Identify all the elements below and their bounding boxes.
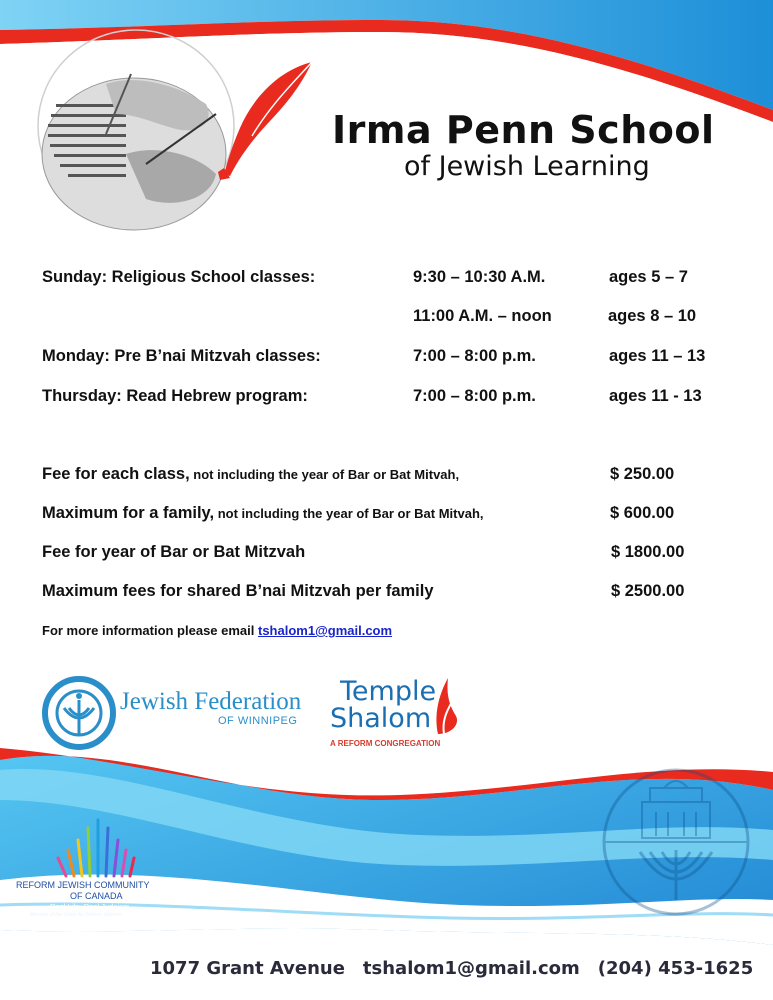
temple-tagline: A REFORM CONGREGATION (330, 739, 441, 748)
candle-rays-icon (56, 818, 136, 878)
flame-icon (432, 676, 462, 736)
federation-name: Jewish Federation (120, 688, 302, 715)
fee-row (42, 465, 459, 484)
reform-tagline: Real Life. Real Judaism. (50, 902, 132, 911)
schedule-ages: ages 8 – 10 (608, 307, 697, 325)
synagogue-menorah-seal-icon (600, 766, 752, 918)
contact-info-text: For more information please email (42, 623, 258, 638)
footer-contact (150, 958, 771, 979)
email-link[interactable]: tshalom1@gmail.com (258, 623, 393, 638)
fee-note: not including the year of Bar or Bat Mitvah, (214, 506, 484, 521)
schedule-time: 7:00 – 8:00 p.m. (413, 387, 536, 405)
fee-row (42, 543, 305, 562)
reform-small-print: Member of the Union for Reform Judaism (30, 912, 122, 918)
schedule-time: 11:00 A.M. – noon (413, 307, 552, 325)
page-title: Irma Penn School (332, 108, 715, 152)
footer-phone: (204) 453-1625 (597, 958, 754, 979)
schedule-time: 7:00 – 8:00 p.m. (413, 347, 536, 365)
fee-amount: $ 250.00 (610, 465, 675, 483)
temple-name-line1: Temple (340, 676, 437, 707)
fee-row (42, 504, 484, 523)
footer-email: tshalom1@gmail.com (362, 958, 580, 979)
contact-info (42, 623, 392, 638)
federation-city: OF WINNIPEG (218, 715, 298, 727)
fee-label: Fee for each class, (42, 465, 190, 483)
fee-label: Maximum for a family, (42, 504, 215, 522)
fee-label: Fee for year of Bar or Bat Mitzvah (42, 543, 306, 561)
menorah-circle-icon (42, 676, 116, 750)
fee-amount: $ 1800.00 (611, 543, 685, 561)
schedule-label: Sunday: Religious School classes: (42, 268, 316, 286)
page-subtitle: of Jewish Learning (404, 151, 650, 182)
reform-name: REFORM JEWISH COMMUNITY (16, 880, 150, 890)
fee-amount: $ 2500.00 (611, 582, 685, 600)
fee-label: Maximum fees for shared B’nai Mitzvah per family (42, 582, 434, 600)
footer-address: 1077 Grant Avenue (150, 958, 345, 979)
reform-country: OF CANADA (70, 891, 123, 901)
red-quill-icon (200, 56, 320, 186)
fee-row (42, 582, 434, 601)
schedule-ages: ages 11 – 13 (609, 347, 706, 365)
schedule-label: Thursday: Read Hebrew program: (42, 387, 308, 405)
fee-note: not including the year of Bar or Bat Mitvah, (189, 467, 460, 482)
schedule-time: 9:30 – 10:30 A.M. (413, 268, 546, 286)
temple-name-line2: Shalom (330, 703, 432, 734)
schedule-ages: ages 11 - 13 (609, 387, 702, 405)
fee-amount: $ 600.00 (610, 504, 675, 522)
schedule-ages: ages 5 – 7 (609, 268, 688, 286)
schedule-label: Monday: Pre B’nai Mitzvah classes: (42, 347, 321, 365)
